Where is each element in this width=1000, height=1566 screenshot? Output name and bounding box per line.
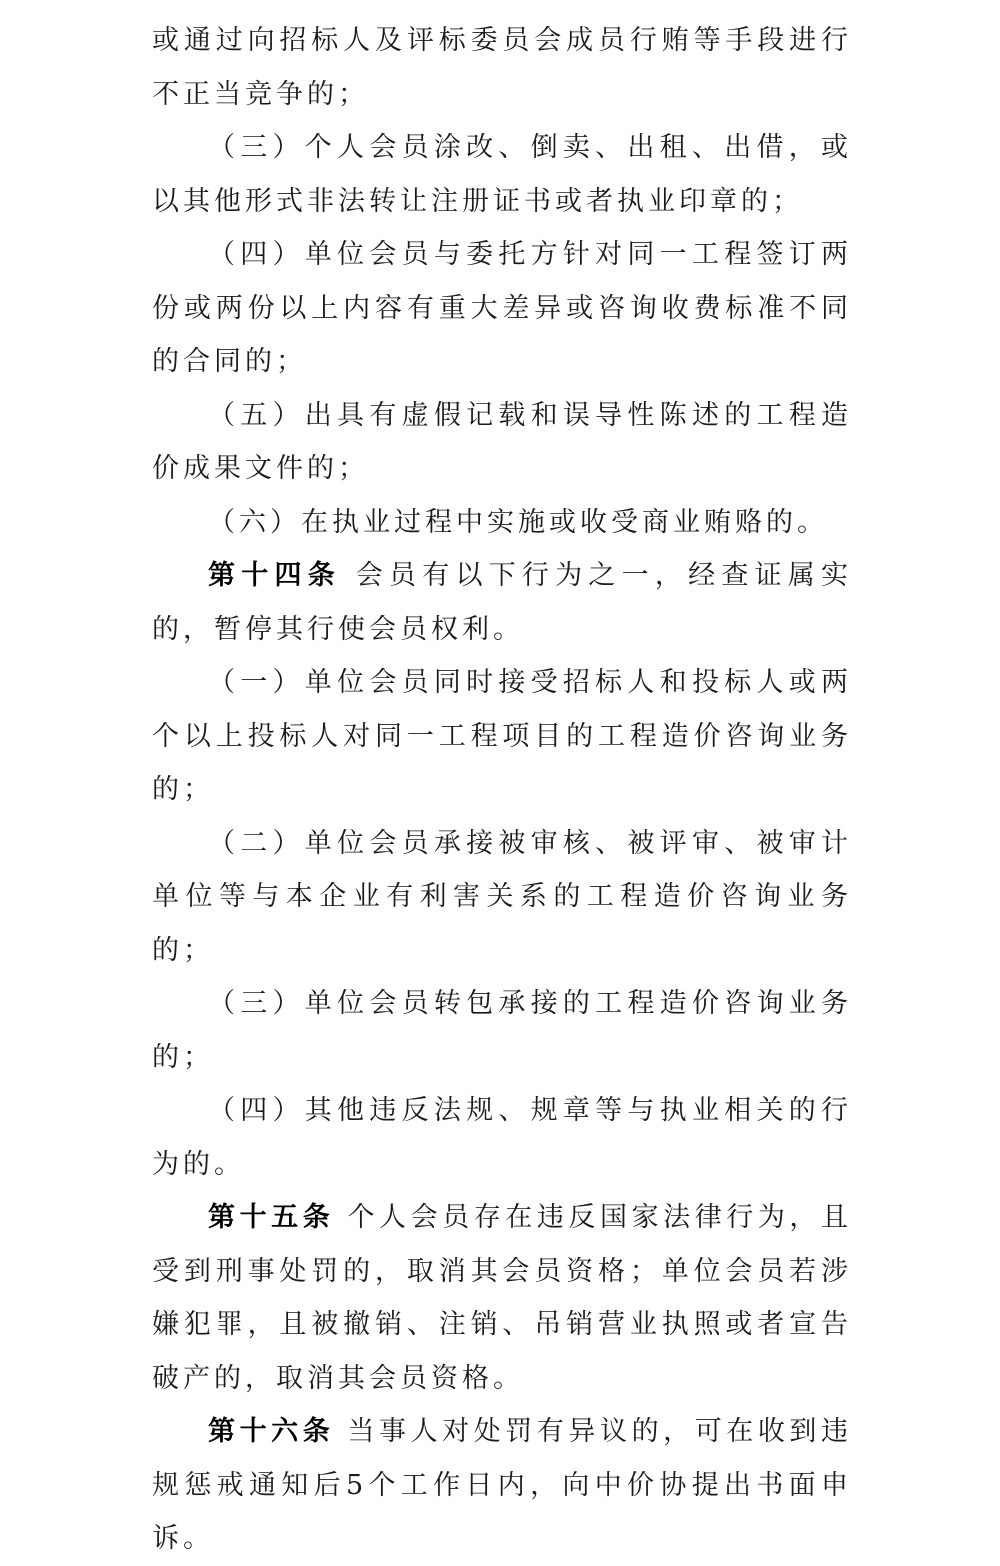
clause-3-subcontract: （三）单位会员转包承接的工程造价咨询业务的； [152,988,852,1073]
clause-6-bribery: （六）在执业过程中实施或收受商业贿赂的。 [208,506,828,538]
clause-4-other-violations: （四）其他违反法规、规章等与执业相关的行为的。 [152,1095,852,1180]
article-15-text: 个人会员存在违反国家法律行为，且受到刑事处罚的，取消其会员资格；单位会员若涉嫌犯罪，且被撤销、注销、吊销营业执照或者宣告破产的，取消其会员资格。 [152,1202,852,1394]
article-16-label: 第十六条 [208,1416,335,1447]
article-16 [152,1405,852,1566]
clause-4-dual-contract: （四）单位会员与委托方针对同一工程签订两份或两份以上内容有重大差异或咨询收费标准不同的合同的； [152,239,852,377]
clause-3-individual-member: （三）个人会员涂改、倒卖、出租、出借，或以其他形式非法转让注册证书或者执业印章的； [152,132,852,217]
clause-1-bidding-conflict: （一）单位会员同时接受招标人和投标人或两个以上投标人对同一工程项目的工程造价咨询业务的； [152,667,852,805]
article-16-text: 当事人对处罚有异议的，可在收到违规惩戒通知后5个工作日内，向中价协提出书面申诉。 [152,1416,852,1554]
article-14 [152,549,852,656]
article-15 [152,1191,852,1405]
paragraph-continuation: 或通过向招标人及评标委员会成员行贿等手段进行不正当竞争的； [152,25,852,110]
article-15-label: 第十五条 [208,1202,335,1233]
clause-5-false-records: （五）出具有虚假记载和误导性陈述的工程造价成果文件的； [152,399,852,484]
document-page [152,14,852,1566]
article-14-text: 会员有以下行为之一，经查证属实的，暂停其行使会员权利。 [152,560,853,645]
clause-2-interest-conflict: （二）单位会员承接被审核、被评审、被审计单位等与本企业有利害关系的工程造价咨询业务的； [152,827,852,966]
article-14-label: 第十四条 [208,560,341,591]
